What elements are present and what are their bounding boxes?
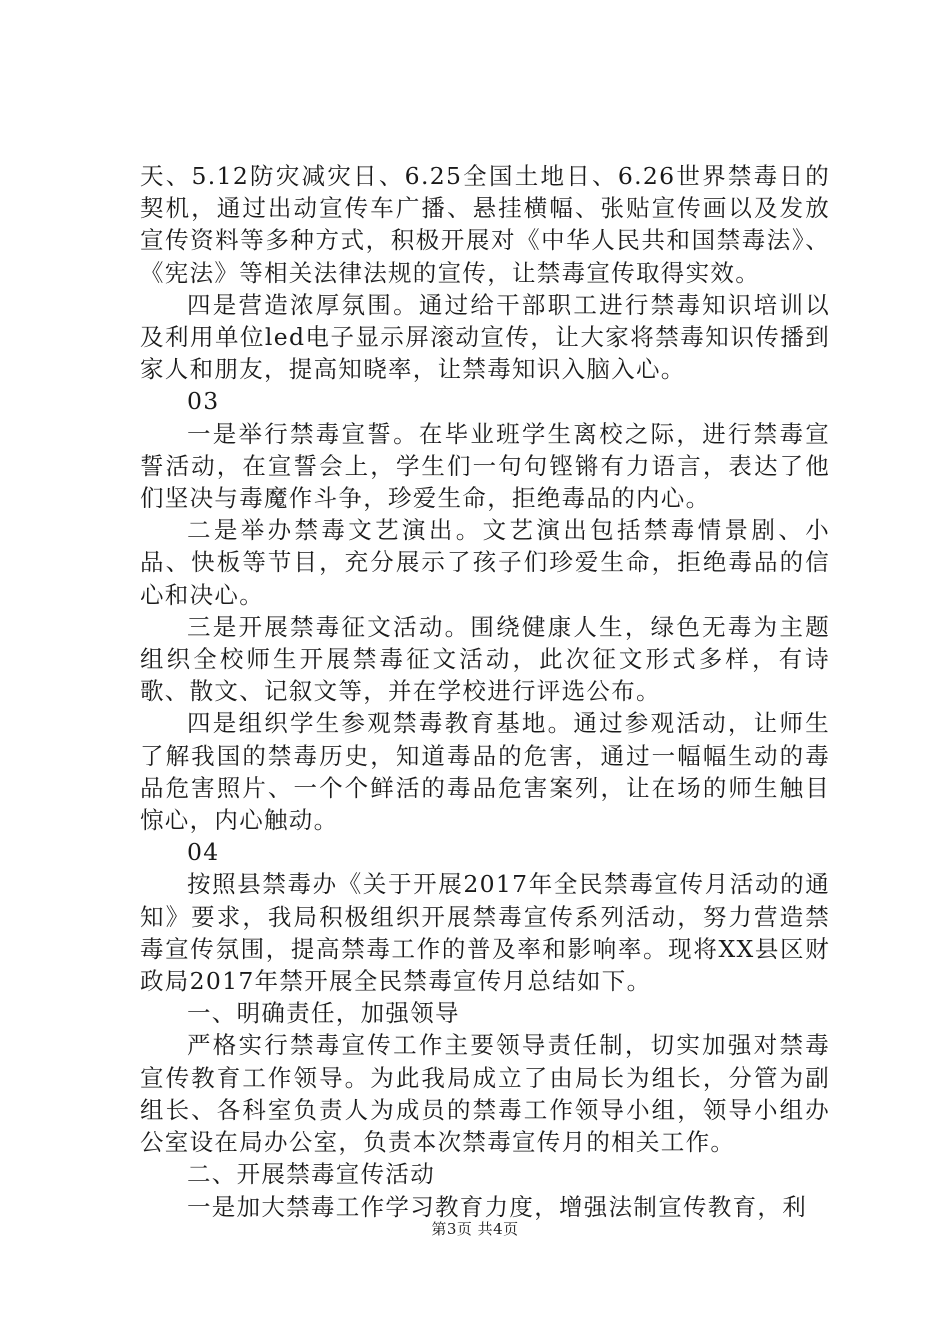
paragraph: 四是组织学生参观禁毒教育基地。通过参观活动，让师生了解我国的禁毒历史，知道毒品的危害，通过一幅幅生动的毒品危害照片、一个个鲜活的毒品危害案列，让在场的师生触目惊心，内心触动。 [140, 709, 830, 835]
paragraph: 严格实行禁毒宣传工作主要领导责任制，切实加强对禁毒宣传教育工作领导。为此我局成立了由局长为组长，分管为副组长、各科室负责人为成员的禁毒工作领导小组，领导小组办公室设在局办公室，负责本次禁毒宣传月的相关工作。 [140, 1031, 830, 1157]
paragraph: 四是营造浓厚氛围。通过给干部职工进行禁毒知识培训以及利用单位led电子显示屏滚动宣传，让大家将禁毒知识传播到家人和朋友，提高知晓率，让禁毒知识入脑入心。 [140, 290, 830, 384]
paragraph: 按照县禁毒办《关于开展2017年全民禁毒宣传月活动的通知》要求，我局积极组织开展禁毒宣传系列活动，努力营造禁毒宣传氛围，提高禁毒工作的普及率和影响率。现将XX县区财政局2017年禁开展全民禁毒宣传月总结如下。 [140, 870, 830, 996]
paragraph: 一是举行禁毒宣誓。在毕业班学生离校之际，进行禁毒宣誓活动，在宣誓会上，学生们一句句铿锵有力语言，表达了他们坚决与毒魔作斗争，珍爱生命，拒绝毒品的内心。 [140, 419, 830, 513]
paragraph-continuation: 天、5.12防灾减灾日、6.25全国土地日、6.26世界禁毒日的契机，通过出动宣传车广播、悬挂横幅、张贴宣传画以及发放宣传资料等多种方式，积极开展对《中华人民共和国禁毒法》、《宪法》等相关法律法规的宣传，让禁毒宣传取得实效。 [140, 162, 830, 287]
page-footer: 第3页 共4页 [431, 1220, 519, 1238]
section-heading: 二、开展禁毒宣传活动 [187, 1160, 435, 1189]
section-number: 04 [187, 838, 220, 867]
section-number: 03 [187, 387, 220, 416]
paragraph: 二是举办禁毒文艺演出。文艺演出包括禁毒情景剧、小品、快板等节目，充分展示了孩子们珍爱生命，拒绝毒品的信心和决心。 [140, 516, 830, 609]
section-heading: 一、明确责任，加强领导 [187, 999, 460, 1028]
paragraph: 三是开展禁毒征文活动。围绕健康人生，绿色无毒为主题组织全校师生开展禁毒征文活动，此次征文形式多样，有诗歌、散文、记叙文等，并在学校进行评选公布。 [140, 612, 830, 706]
document-body [140, 160, 830, 1223]
paragraph: 一是加大禁毒工作学习教育力度，增强法制宣传教育，利 [187, 1192, 807, 1221]
